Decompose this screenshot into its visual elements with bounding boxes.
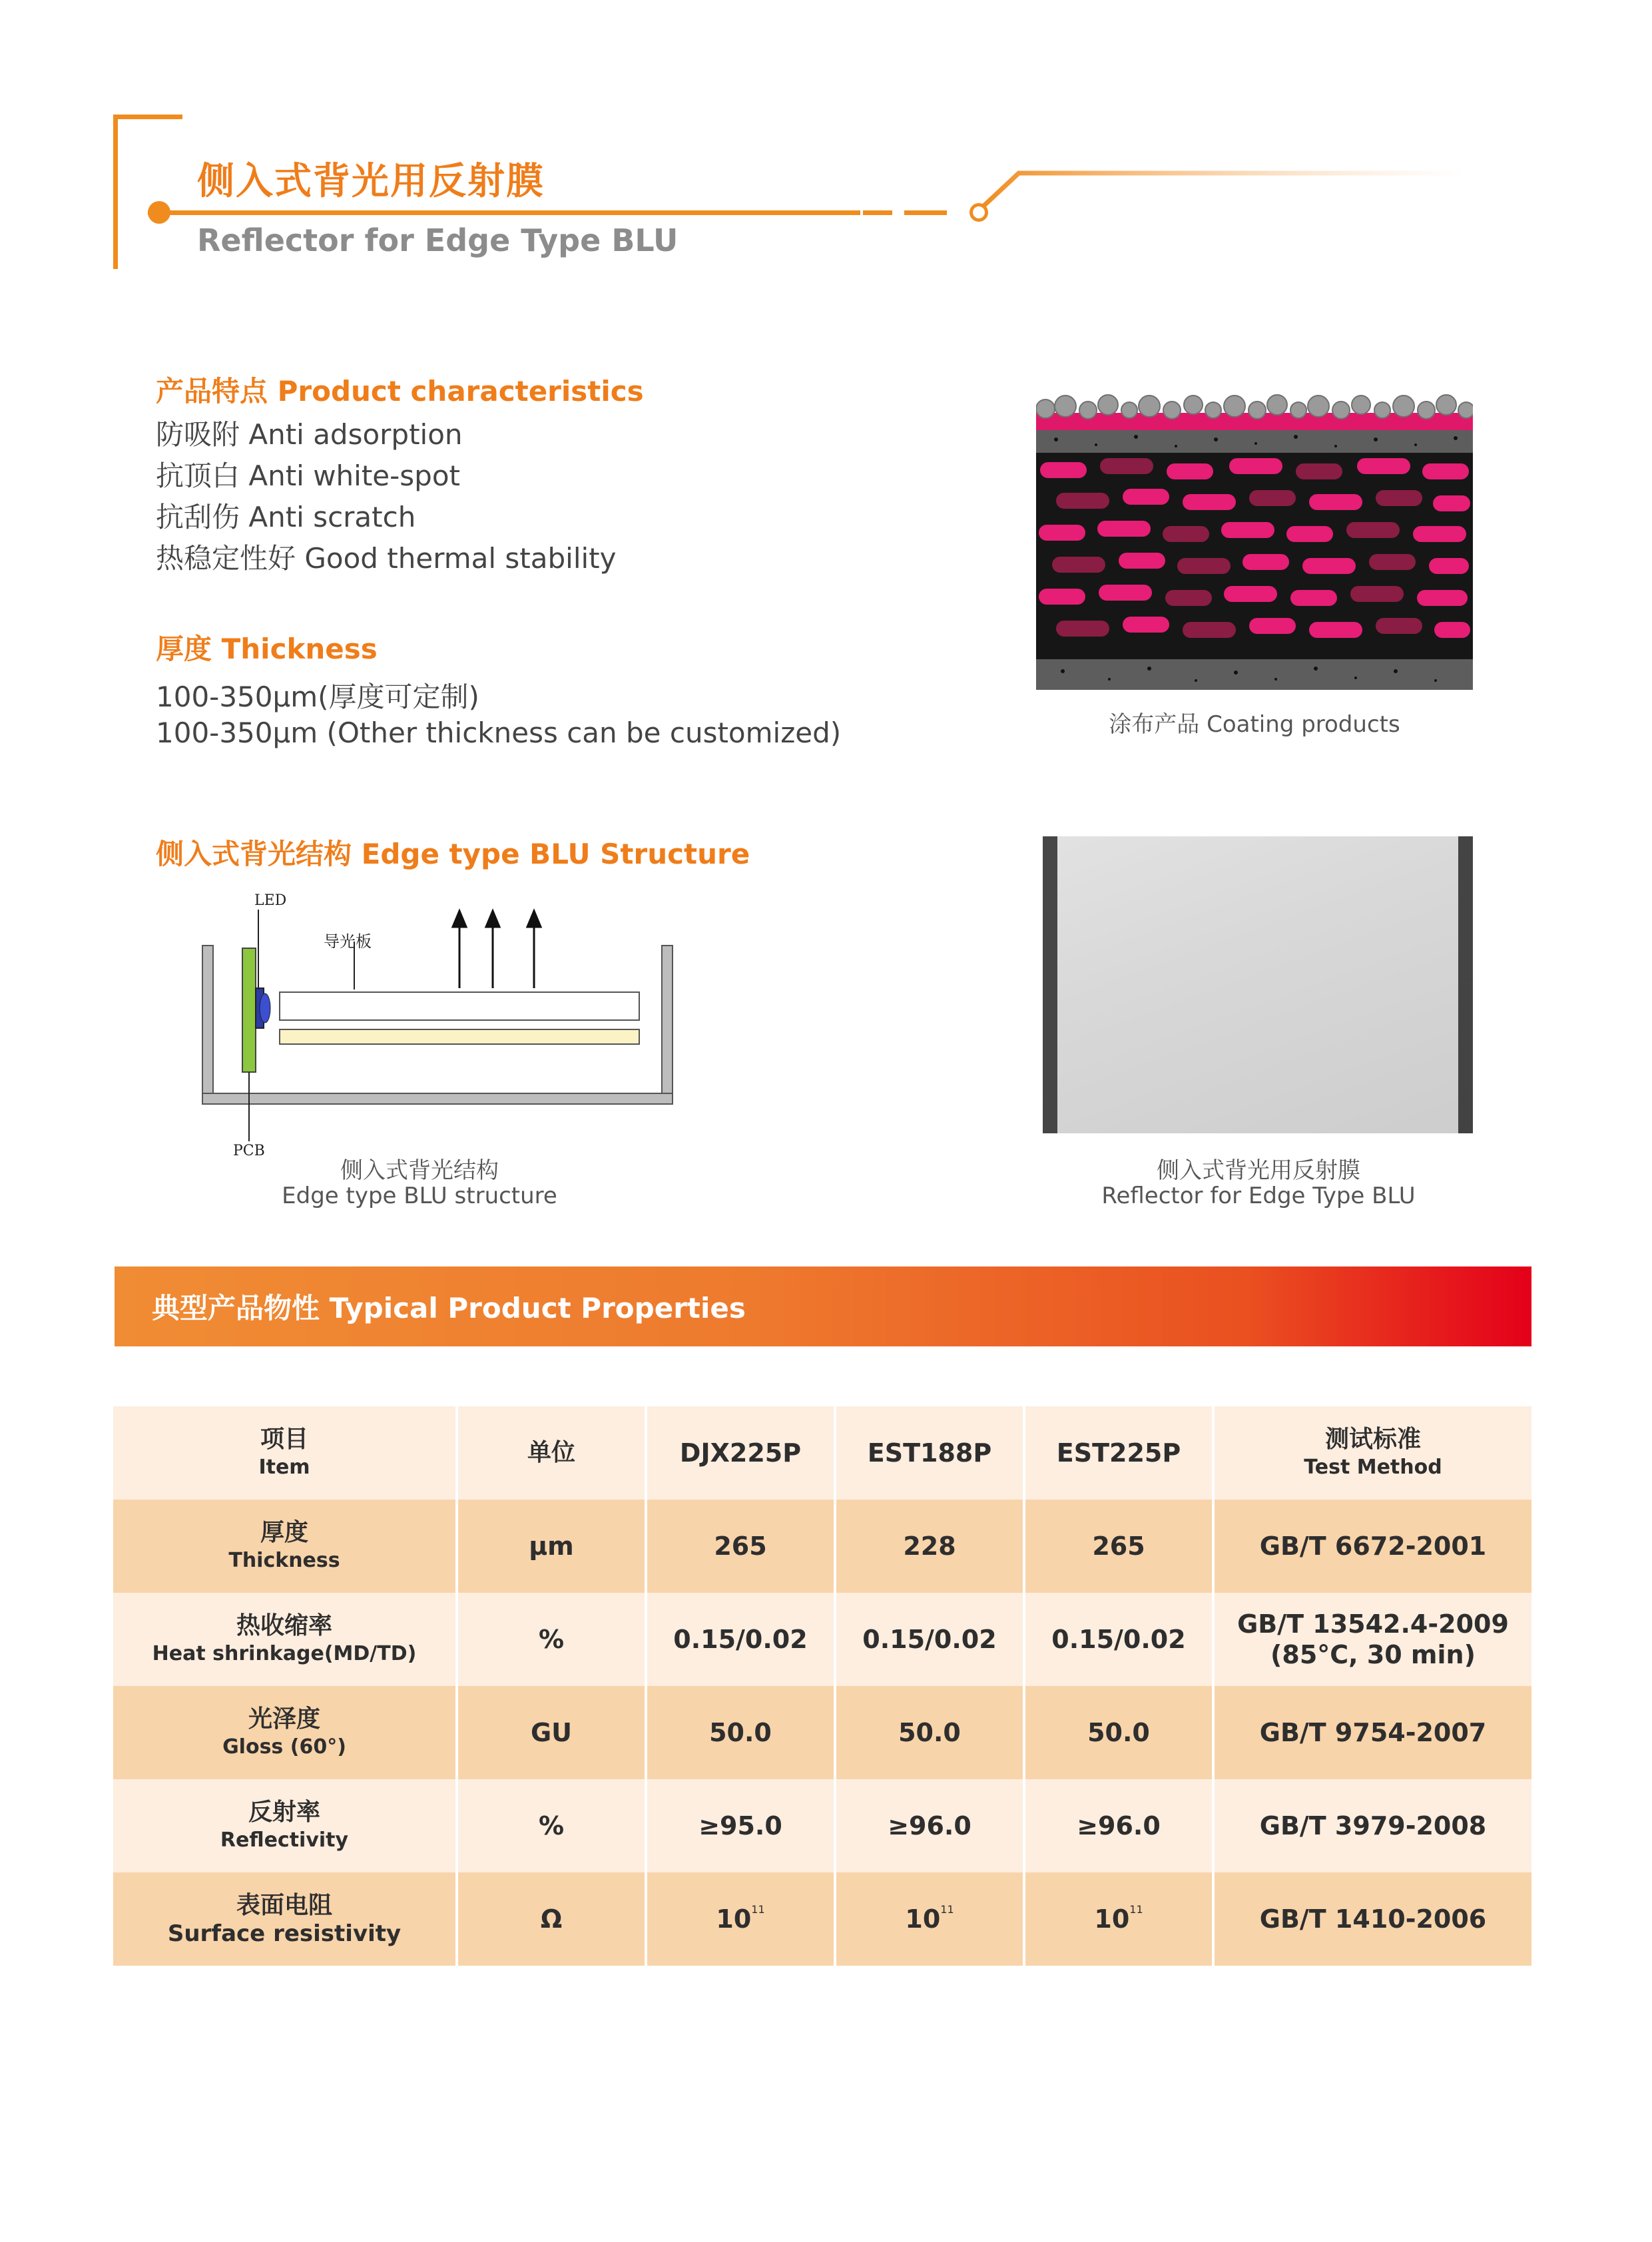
item-en: Gloss (60°) bbox=[222, 1735, 346, 1759]
item-cell bbox=[113, 1872, 457, 1966]
test-method: GB/T 1410-2006 bbox=[1259, 1904, 1487, 1934]
value-cell bbox=[835, 1593, 1024, 1686]
test-cell bbox=[1213, 1686, 1531, 1779]
header-dash bbox=[863, 210, 892, 215]
unit-cell bbox=[457, 1500, 646, 1593]
value-cell bbox=[1024, 1872, 1213, 1966]
item-en: Thickness bbox=[228, 1549, 340, 1572]
characteristic-item: 抗顶白 Anti white-spot bbox=[156, 459, 460, 492]
header-ring bbox=[969, 203, 988, 222]
reflector-caption-cn: 侧入式背光用反射膜 bbox=[1157, 1157, 1360, 1184]
test-cell bbox=[1213, 1872, 1531, 1966]
header-dash bbox=[904, 210, 947, 215]
test-cell bbox=[1213, 1500, 1531, 1593]
item-cell bbox=[113, 1779, 457, 1872]
value-cell bbox=[1024, 1779, 1213, 1872]
item-cell bbox=[113, 1686, 457, 1779]
characteristics-heading: 产品特点 Product characteristics bbox=[156, 375, 644, 408]
property-value: 50.0 bbox=[709, 1718, 772, 1747]
unit-cell bbox=[457, 1593, 646, 1686]
unit-value: GU bbox=[530, 1718, 573, 1747]
led-label: LED bbox=[254, 892, 287, 909]
header-swoosh-line bbox=[972, 165, 1478, 218]
header-cell-product bbox=[835, 1406, 1024, 1500]
property-value: 50.0 bbox=[898, 1718, 961, 1747]
test-cell bbox=[1213, 1779, 1531, 1872]
header-product: EST188P bbox=[867, 1438, 992, 1468]
item-en: Reflectivity bbox=[220, 1828, 349, 1852]
unit-value: Ω bbox=[540, 1904, 563, 1934]
value-cell bbox=[646, 1686, 835, 1779]
coating-caption: 涂布产品 Coating products bbox=[1109, 711, 1400, 738]
item-en: Surface resistivity bbox=[167, 1920, 402, 1947]
unit-value: μm bbox=[529, 1532, 574, 1561]
header-product: EST225P bbox=[1056, 1438, 1181, 1468]
table-row bbox=[113, 1500, 1531, 1593]
value-cell bbox=[646, 1593, 835, 1686]
characteristic-item: 热稳定性好 Good thermal stability bbox=[156, 542, 617, 575]
property-value: 265 bbox=[714, 1532, 767, 1561]
page-title-cn: 侧入式背光用反射膜 bbox=[197, 160, 545, 203]
reflector-caption-en: Reflector for Edge Type BLU bbox=[1101, 1183, 1416, 1209]
page-subtitle-en: Reflector for Edge Type BLU bbox=[197, 222, 679, 258]
property-value: ≥96.0 bbox=[888, 1811, 971, 1840]
property-value: ≥96.0 bbox=[1077, 1811, 1161, 1840]
property-value: 0.15/0.02 bbox=[862, 1625, 997, 1654]
structure-caption-cn: 侧入式背光结构 bbox=[340, 1157, 499, 1184]
thickness-heading: 厚度 Thickness bbox=[156, 633, 378, 665]
item-en: Heat shrinkage(MD/TD) bbox=[152, 1642, 417, 1665]
pcb-label: PCB bbox=[233, 1143, 265, 1159]
item-cn: 热收缩率 bbox=[236, 1612, 332, 1639]
table-row bbox=[113, 1779, 1531, 1872]
table-row bbox=[113, 1872, 1531, 1966]
property-value: ≥95.0 bbox=[698, 1811, 782, 1840]
exponent: 11 bbox=[1129, 1903, 1143, 1916]
structure-caption-en: Edge type BLU structure bbox=[282, 1183, 557, 1209]
header-dot bbox=[148, 201, 170, 224]
item-cn: 厚度 bbox=[260, 1519, 308, 1546]
structure-heading: 侧入式背光结构 Edge type BLU Structure bbox=[156, 838, 750, 870]
header-underline bbox=[148, 210, 860, 215]
thickness-line-2: 100-350μm (Other thickness can be customized) bbox=[156, 716, 842, 749]
value-cell bbox=[1024, 1686, 1213, 1779]
property-value: 265 bbox=[1092, 1532, 1145, 1561]
property-value: 10 bbox=[716, 1904, 752, 1934]
property-value: 10 bbox=[1094, 1904, 1130, 1934]
item-cn: 光泽度 bbox=[248, 1705, 320, 1733]
value-cell bbox=[646, 1500, 835, 1593]
value-cell bbox=[646, 1872, 835, 1966]
thickness-line-1: 100-350μm(厚度可定制) bbox=[156, 681, 479, 713]
property-value: 0.15/0.02 bbox=[1051, 1625, 1186, 1654]
test-condition: (85°C, 30 min) bbox=[1270, 1640, 1476, 1669]
light-guide-plate-label: 导光板 bbox=[324, 932, 372, 951]
header-test-en: Test Method bbox=[1304, 1456, 1442, 1479]
value-cell bbox=[1024, 1500, 1213, 1593]
table-row bbox=[113, 1686, 1531, 1779]
properties-banner-title: 典型产品物性 Typical Product Properties bbox=[152, 1292, 746, 1324]
item-cell bbox=[113, 1500, 457, 1593]
header-accent-vertical-bar bbox=[113, 115, 118, 269]
value-cell bbox=[835, 1500, 1024, 1593]
exponent: 11 bbox=[940, 1903, 954, 1916]
test-method: GB/T 3979-2008 bbox=[1259, 1811, 1487, 1840]
property-value: 50.0 bbox=[1087, 1718, 1150, 1747]
item-cn: 反射率 bbox=[248, 1799, 320, 1826]
edge-blu-structure-diagram bbox=[193, 890, 699, 1169]
table-row bbox=[113, 1593, 1531, 1686]
value-cell bbox=[835, 1872, 1024, 1966]
header-accent-top-bar bbox=[113, 115, 182, 119]
header-cell-test bbox=[1213, 1406, 1531, 1500]
test-method: GB/T 6672-2001 bbox=[1259, 1532, 1487, 1561]
header-unit: 单位 bbox=[527, 1439, 575, 1466]
header-cell-item bbox=[113, 1406, 457, 1500]
exponent: 11 bbox=[751, 1903, 765, 1916]
reflector-film-photo bbox=[1043, 836, 1473, 1133]
table-header-row bbox=[113, 1406, 1531, 1500]
header-item-cn: 项目 bbox=[260, 1426, 308, 1453]
header-item-en: Item bbox=[258, 1456, 310, 1479]
properties-table bbox=[113, 1406, 1531, 1966]
value-cell bbox=[835, 1779, 1024, 1872]
test-method: GB/T 13542.4-2009 bbox=[1237, 1609, 1509, 1639]
item-cell bbox=[113, 1593, 457, 1686]
property-value: 0.15/0.02 bbox=[673, 1625, 808, 1654]
header-test-cn: 测试标准 bbox=[1324, 1426, 1421, 1453]
unit-cell bbox=[457, 1686, 646, 1779]
header-cell-unit bbox=[457, 1406, 646, 1500]
header-product: DJX225P bbox=[679, 1438, 802, 1468]
value-cell bbox=[835, 1686, 1024, 1779]
header-cell-product bbox=[646, 1406, 835, 1500]
header-cell-product bbox=[1024, 1406, 1213, 1500]
unit-value: % bbox=[538, 1625, 565, 1654]
value-cell bbox=[1024, 1593, 1213, 1686]
property-value: 228 bbox=[903, 1532, 956, 1561]
test-cell bbox=[1213, 1593, 1531, 1686]
unit-cell bbox=[457, 1779, 646, 1872]
characteristic-item: 抗刮伤 Anti scratch bbox=[156, 501, 416, 533]
characteristic-item: 防吸附 Anti adsorption bbox=[156, 418, 463, 451]
coating-structure-illustration bbox=[1036, 393, 1473, 690]
value-cell bbox=[646, 1779, 835, 1872]
unit-cell bbox=[457, 1872, 646, 1966]
test-method: GB/T 9754-2007 bbox=[1259, 1718, 1487, 1747]
item-cn: 表面电阻 bbox=[236, 1892, 332, 1919]
unit-value: % bbox=[538, 1811, 565, 1840]
property-value: 10 bbox=[905, 1904, 941, 1934]
